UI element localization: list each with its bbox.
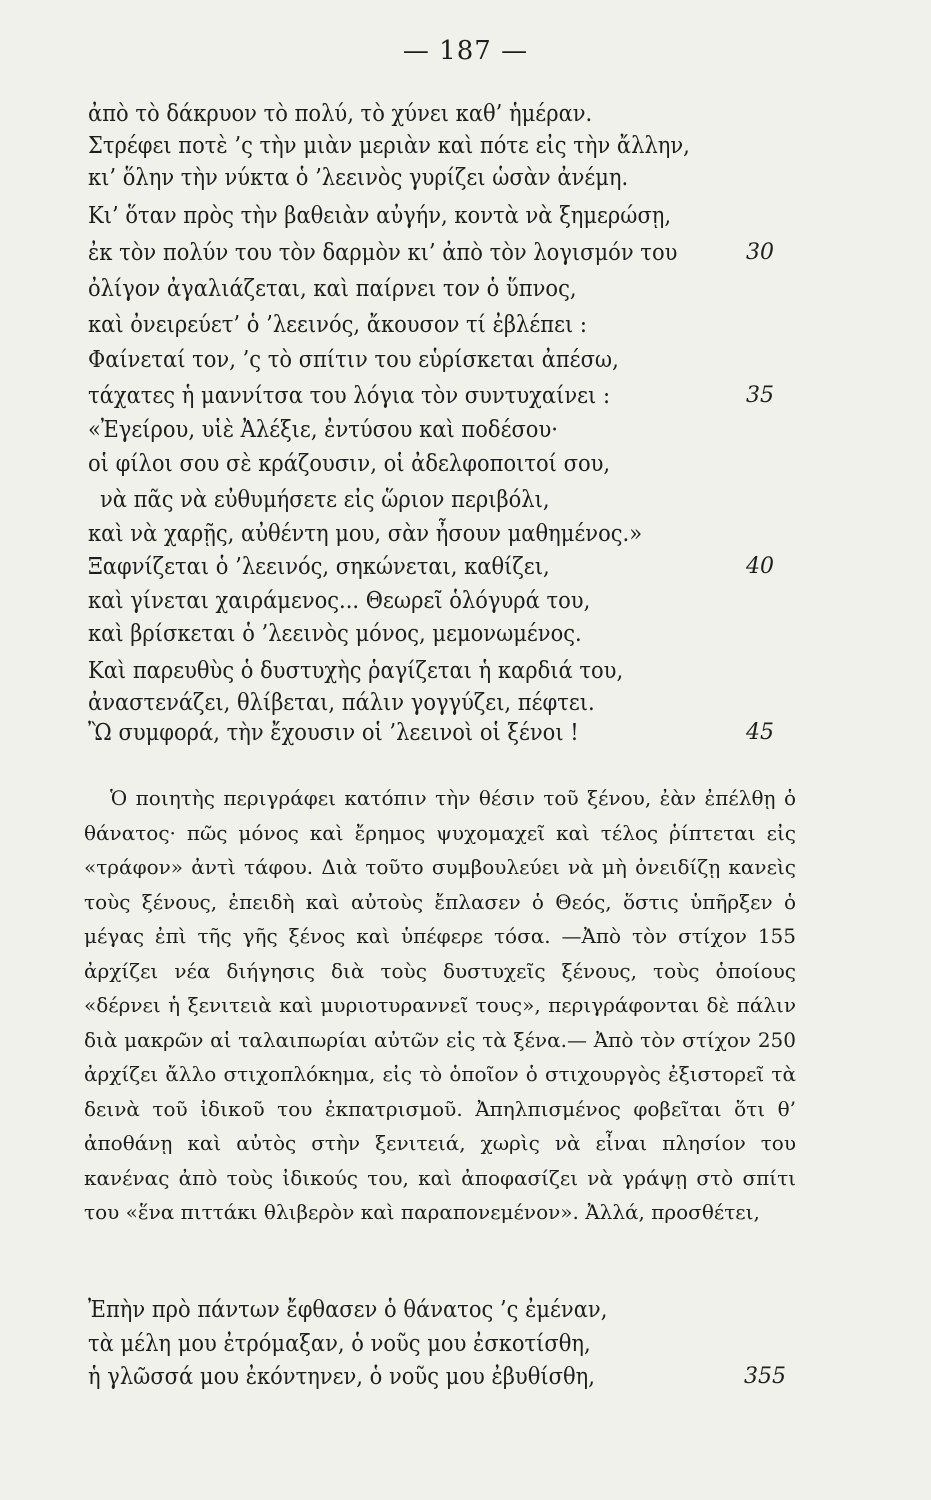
line-number: 30 bbox=[746, 240, 774, 265]
verse-line: ἀναστενάζει, θλίβεται, πάλιν γογγύζει, πέφτει. bbox=[88, 690, 595, 716]
verse-line: καὶ βρίσκεται ὁ ’λεεινὸς μόνος, μεμονωμένος. bbox=[88, 621, 582, 647]
verse-line: καὶ ὀνειρεύετ’ ὁ ’λεεινός, ἄκουσον τί ἐβλέπει : bbox=[88, 312, 587, 338]
verse-line: καὶ γίνεται χαιράμενος... Θεωρεῖ ὁλόγυρά του, bbox=[88, 588, 591, 614]
verse-line: τάχατες ἡ μαννίτσα του λόγια τὸν συντυχαίνει : bbox=[88, 383, 611, 409]
verse-line: Καὶ παρευθὺς ὁ δυστυχὴς ῥαγίζεται ἡ καρδιά του, bbox=[88, 658, 624, 684]
line-number: 355 bbox=[744, 1364, 786, 1389]
verse-line: Φαίνεταί τον, ’ς τὸ σπίτιν του εὑρίσκεται ἀπέσω, bbox=[88, 347, 619, 373]
verse-line: οἱ φίλοι σου σὲ κράζουσιν, οἱ ἀδελφοποιτοί σου, bbox=[88, 451, 611, 477]
commentary-text: Ὁ ποιητὴς περιγράφει κατόπιν τὴν θέσιν τοῦ ξένου, ἐὰν ἐπέλθῃ ὁ θάνατος· πῶς μόνος καὶ ἔρημος ψυχομαχεῖ καὶ τέλος ῥίπτεται εἰς «τράφον» ἀντὶ τάφου. Διὰ τοῦτο συμβουλεύει νὰ μὴ ὀνειδίζῃ κανεὶς τοὺς ξένους, ἐπειδὴ καὶ αὐτοὺς ἔπλασεν ὁ Θεός, ὅστις ὑπῆρξεν ὁ μέγας ἐπὶ τῆς γῆς ξένος καὶ ὑπέφερε τόσα. —Ἀπὸ τὸν στίχον 155 ἀρχίζει νέα διήγησις διὰ τοὺς δυστυχεῖς ξένους, τοὺς ὁποίους «δέρνει ἡ ξενιτειὰ καὶ μυριοτυραννεῖ τους», περιγράφονται δὲ πάλιν διὰ μακρῶν αἱ ταλαιπωρίαι αὐτῶν εἰς τὰ ξένα.— Ἀπὸ τὸν στίχον 250 ἀρχίζει ἄλλο στιχοπλόκημα, εἰς τὸ ὁποῖον ὁ στιχουργὸς ἐξιστορεῖ τὰ δεινὰ τοῦ ἰδικοῦ του ἐκπατρισμοῦ. Ἀπηλπισμένος φοβεῖται ὅτι θ’ ἀποθάνῃ καὶ αὐτὸς στὴν ξενιτειά, χωρὶς νὰ εἶναι πλησίον του κανένας ἀπὸ τοὺς ἰδικούς του, καὶ ἀποφασίζει νὰ γράψῃ στὸ σπίτι του «ἕνα πιττάκι θλιβερὸν καὶ παραπονεμένον». Ἀλλά, προσθέτει, bbox=[84, 786, 796, 1224]
line-number: 40 bbox=[746, 554, 774, 579]
verse-line: «Ἐγείρου, υἱὲ Ἀλέξιε, ἐντύσου καὶ ποδέσου· bbox=[88, 417, 558, 443]
commentary-paragraph bbox=[84, 781, 796, 1230]
verse-line: ὀλίγον ἀγαλιάζεται, καὶ παίρνει τον ὁ ὕπνος, bbox=[88, 276, 577, 302]
line-number: 45 bbox=[746, 720, 774, 745]
verse-line: Ὢ συμφορά, τὴν ἔχουσιν οἱ ’λεεινοὶ οἱ ξένοι ! bbox=[88, 720, 579, 746]
verse-line: καὶ νὰ χαρῇς, αὐθέντη μου, σὰν ἦσουν μαθημένος.» bbox=[88, 521, 643, 547]
verse-line: Ξαφνίζεται ὁ ’λεεινός, σηκώνεται, καθίζει, bbox=[88, 554, 550, 580]
verse-line: Κι’ ὅταν πρὸς τὴν βαθειὰν αὐγήν, κοντὰ νὰ ξημερώσῃ, bbox=[88, 203, 672, 229]
verse-line: ἐκ τὸν πολύν του τὸν δαρμὸν κι’ ἀπὸ τὸν λογισμόν του bbox=[88, 240, 678, 266]
line-number: 35 bbox=[746, 383, 774, 408]
verse-line: Στρέφει ποτὲ ’ς τὴν μιὰν μεριὰν καὶ πότε εἰς τὴν ἄλλην, bbox=[88, 133, 690, 159]
verse-line: νὰ πᾶς νὰ εὐθυμήσετε εἰς ὥριον περιβόλι, bbox=[100, 487, 550, 513]
verse-line: Ἐπὴν πρὸ πάντων ἔφθασεν ὁ θάνατος ’ς ἐμέναν, bbox=[88, 1297, 608, 1323]
verse-line: ἀπὸ τὸ δάκρυον τὸ πολύ, τὸ χύνει καθ’ ἡμέραν. bbox=[88, 101, 593, 127]
page-number: — 187 — bbox=[402, 36, 529, 66]
verse-line: κι’ ὅλην τὴν νύκτα ὁ ’λεεινὸς γυρίζει ὡσὰν ἀνέμη. bbox=[88, 165, 629, 191]
verse-line: τὰ μέλη μου ἐτρόμαξαν, ὁ νοῦς μου ἐσκοτίσθη, bbox=[88, 1331, 591, 1357]
verse-line: ἡ γλῶσσά μου ἐκόντηνεν, ὁ νοῦς μου ἐβυθίσθη, bbox=[88, 1364, 595, 1390]
